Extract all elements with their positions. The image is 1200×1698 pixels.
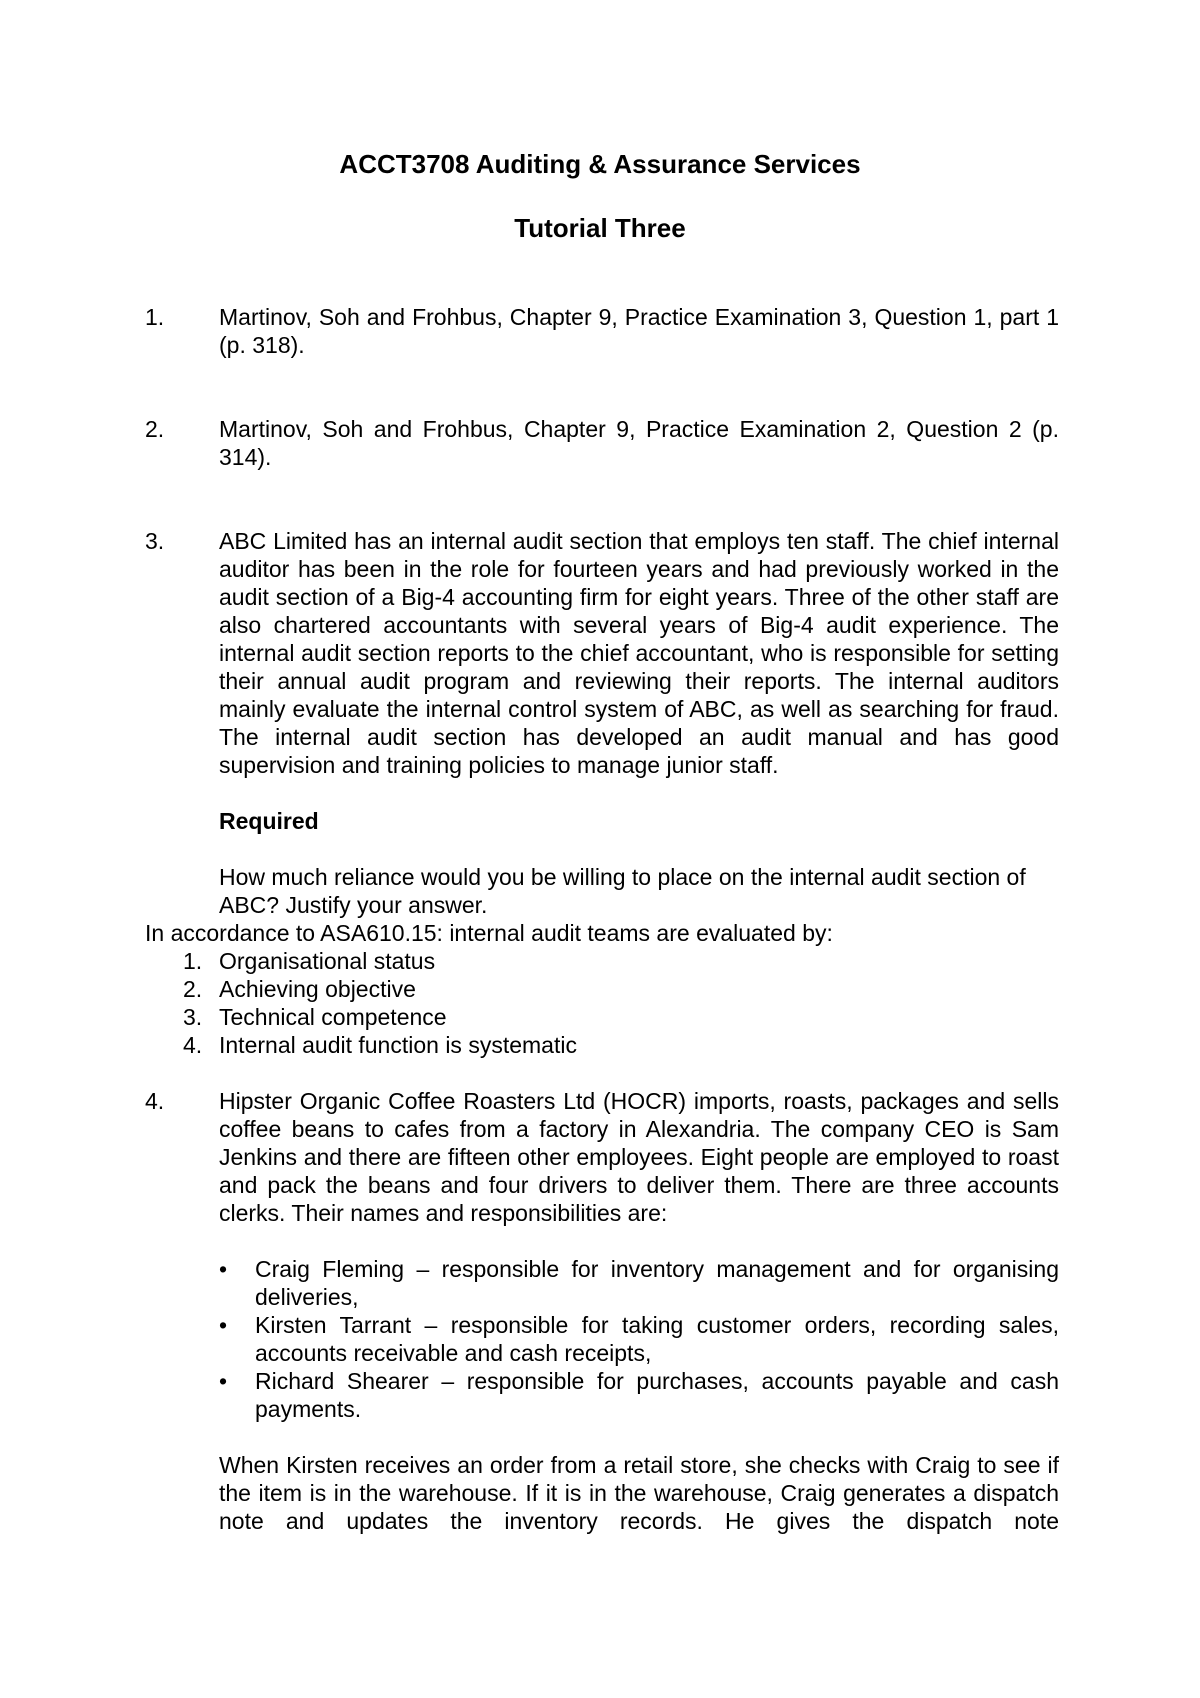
question-3-text: ABC Limited has an internal audit section that employs ten staff. The chief internal auditor has been in the role for fourteen years and had previously worked in the audit section of a Big-4 accounting firm for eight years. Three of the other staff are also chartered accountants with several years of Big-4 audit experience. The internal audit section reports to the chief accountant, who is responsible for setting their annual audit program and reviewing their reports. The internal auditors mainly evaluate the internal control system of ABC, as well as searching for fraud. The internal audit section has developed an audit manual and has good supervision and training policies to manage junior staff. [219, 528, 1059, 778]
bullet-item-text: Kirsten Tarrant – responsible for taking customer orders, recording sales, accounts receivable and cash receipts, [255, 1312, 1059, 1366]
question-4-text: Hipster Organic Coffee Roasters Ltd (HOCR) imports, roasts, packages and sells coffee beans to cafes from a factory in Alexandria. The company CEO is Sam Jenkins and there are fifteen other employees. Eight people are employed to roast and pack the beans and four drivers to deliver them. There are three accounts clerks. Their names and responsibilities are: [219, 1088, 1059, 1226]
required-text: How much reliance would you be willing to place on the internal audit section of ABC? Justify your answer. [219, 864, 1026, 918]
question-2-number: 2. [145, 416, 165, 442]
list-item-text: Organisational status [219, 948, 436, 974]
list-item-number: 2. [183, 976, 203, 1002]
question-4-number: 4. [145, 1088, 165, 1114]
bullet-list [219, 1255, 1059, 1423]
question-1-number: 1. [145, 304, 165, 330]
list-item [145, 1003, 1059, 1031]
question-1-text: Martinov, Soh and Frohbus, Chapter 9, Practice Examination 3, Question 1, part 1 (p. 318). [219, 304, 1059, 358]
course-title: ACCT3708 Auditing & Assurance Services [339, 149, 861, 179]
bullet-item-text: Craig Fleming – responsible for inventory management and for organising deliveries, [255, 1256, 1059, 1310]
list-item-number: 1. [183, 948, 203, 974]
question-4-closing-text: When Kirsten receives an order from a retail store, she checks with Craig to see if the item is in the warehouse. If it is in the warehouse, Craig generates a dispatch note and updates the inventory records. He gives the dispatch note [219, 1452, 1059, 1534]
required-label: Required [219, 808, 319, 834]
list-item [145, 1031, 1059, 1059]
bullet-item-text: Richard Shearer – responsible for purchases, accounts payable and cash payments. [255, 1368, 1059, 1422]
bullet-icon: • [219, 1256, 228, 1282]
list-item-number: 3. [183, 1004, 203, 1030]
answer-intro: In accordance to ASA610.15: internal audit teams are evaluated by: [145, 920, 833, 946]
bullet-item [219, 1311, 1059, 1367]
answer-block [145, 919, 1059, 1059]
bullet-icon: • [219, 1368, 228, 1394]
bullet-item [219, 1255, 1059, 1311]
question-2-text: Martinov, Soh and Frohbus, Chapter 9, Practice Examination 2, Question 2 (p. 314). [219, 416, 1059, 470]
list-item-text: Internal audit function is systematic [219, 1032, 577, 1058]
bullet-item [219, 1367, 1059, 1423]
list-item [145, 947, 1059, 975]
list-item-text: Achieving objective [219, 976, 416, 1002]
question-3-number: 3. [145, 528, 165, 554]
list-item-number: 4. [183, 1032, 203, 1058]
list-item-text: Technical competence [219, 1004, 447, 1030]
list-item [145, 975, 1059, 1003]
bullet-icon: • [219, 1312, 228, 1338]
tutorial-title: Tutorial Three [514, 213, 686, 243]
